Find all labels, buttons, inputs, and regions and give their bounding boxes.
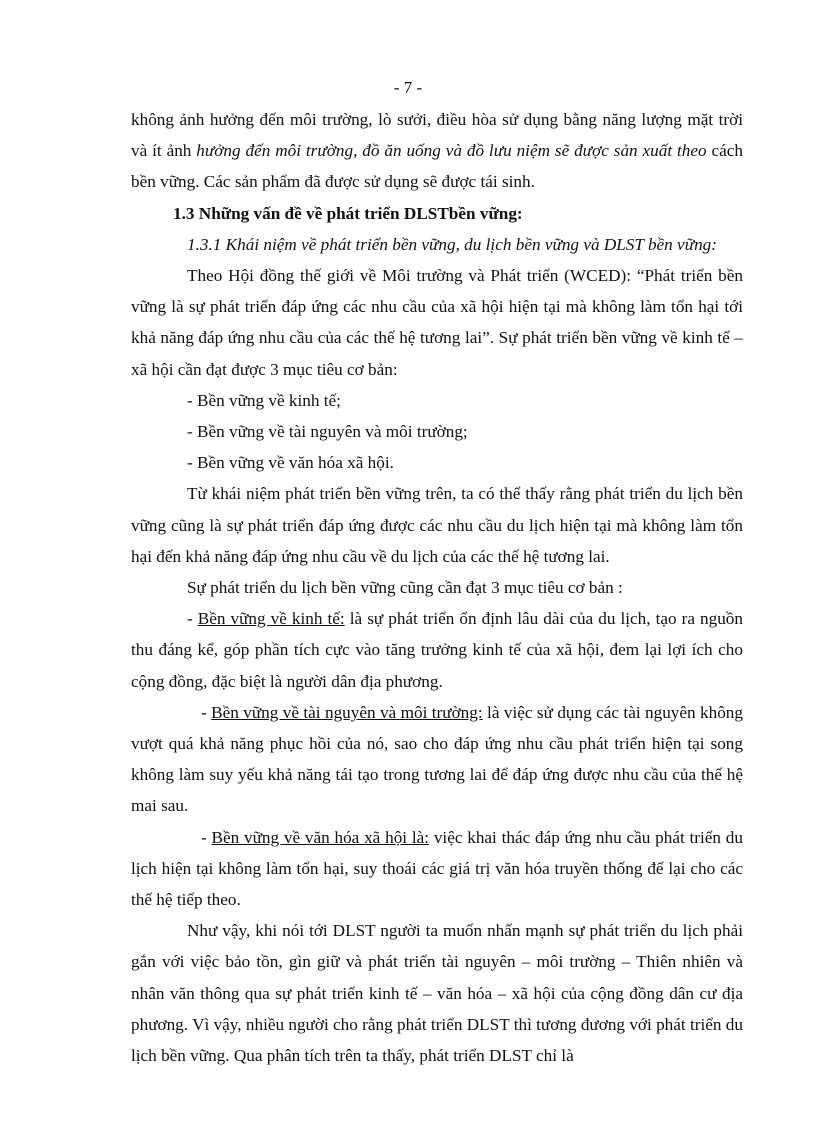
intro-text-start: không ảnh hưởng đến môi trường, lò sưởi, điều hòa sử dụng bằng năng lượng mặt trời và ít ảnh xyxy=(131,110,743,161)
tourism-paragraph: Từ khái niệm phát triển bền vững trên, ta có thể thấy rằng phát triển du lịch bền vững cũng là sự phát triển đáp ứng được các nhu cầu du lịch hiện tại mà không làm tổn hại đến khả năng đáp ứng nhu cầu về du lịch của các thế hệ tương lai. xyxy=(131,484,743,566)
goal-item: - Bền vững về văn hóa xã hội. xyxy=(187,453,394,473)
economy-label: Bền vững về kinh tế: xyxy=(197,609,345,629)
intro-text-end: cách bền vững. Các sản phẩm đã được sử dụng sẽ được tái sinh. xyxy=(131,141,743,192)
intro-text-italic: hưởng đến môi trường, đồ ăn uống và đồ lưu niệm sẽ được sản xuất theo xyxy=(196,141,707,161)
culture-dash: - xyxy=(201,827,212,847)
environment-dash: - xyxy=(201,702,212,722)
environment-item xyxy=(131,697,743,822)
economy-item xyxy=(131,603,743,697)
economy-dash: - xyxy=(187,609,198,629)
culture-label: Bền vững về văn hóa xã hội là: xyxy=(211,827,430,847)
page-number: - 7 - xyxy=(393,78,423,97)
culture-item xyxy=(131,822,743,916)
goals-intro-paragraph: Sự phát triển du lịch bền vững cũng cần đạt 3 mục tiêu cơ bản : xyxy=(187,578,623,598)
goal-item: - Bền vững về tài nguyên và môi trường; xyxy=(187,422,468,442)
environment-label: Bền vững về tài nguyên và môi trường: xyxy=(211,702,483,722)
conclusion-paragraph: Như vậy, khi nói tới DLST người ta muốn nhấn mạnh sự phát triển du lịch phải gắn với việc bảo tồn, gìn giữ và phát triển tài nguyên – môi trường – Thiên nhiên và nhân văn thông qua sự phát triển kinh tế – văn hóa – xã hội của cộng đồng dân cư địa phương. Vì vậy, nhiều người cho rằng phát triển DLST thì tương đương với phát triển du lịch bền vững. Qua phân tích trên ta thấy, phát triển DLST chỉ là xyxy=(131,921,743,1066)
wced-paragraph: Theo Hội đồng thế giới về Môi trường và Phát triển (WCED): “Phát triển bền vững là sự phát triển đáp ứng các nhu cầu của xã hội hiện tại mà không làm tổn hại tới khả năng đáp ứng nhu cầu của các thế hệ tương lai”. Sự phát triển bền vững về kinh tế – xã hội cần đạt được 3 mục tiêu cơ bản: xyxy=(131,266,743,379)
section-heading-1-3: 1.3 Những vấn đề về phát triển DLSTbền vững: xyxy=(173,203,523,223)
page-content xyxy=(131,104,743,1071)
subsection-heading-1-3-1: 1.3.1 Khái niệm về phát triển bền vững, du lịch bền vững và DLST bền vững: xyxy=(187,234,717,254)
culture-text: việc khai thác đáp ứng nhu cầu phát triển du lịch hiện tại không làm tổn hại, suy thoái các giá trị văn hóa truyền thống để lại cho các thế hệ tiếp theo. xyxy=(131,827,743,910)
economy-text: là sự phát triển ổn định lâu dài của du lịch, tạo ra nguồn thu đáng kể, góp phần tích cực vào tăng trưởng kinh tế của xã hội, đem lại lợi ích cho cộng đồng, đặc biệt là người dân địa phương. xyxy=(131,609,743,691)
environment-text: là việc sử dụng các tài nguyên không vượt quá khả năng phục hồi của nó, sao cho đáp ứng nhu cầu phát triển hiện tại song không làm suy yếu khả năng tái tạo trong tương lai để đáp ứng được nhu cầu của thế hệ mai sau. xyxy=(131,702,743,816)
goal-item: - Bền vững về kinh tế; xyxy=(187,390,341,410)
intro-paragraph xyxy=(131,104,743,198)
